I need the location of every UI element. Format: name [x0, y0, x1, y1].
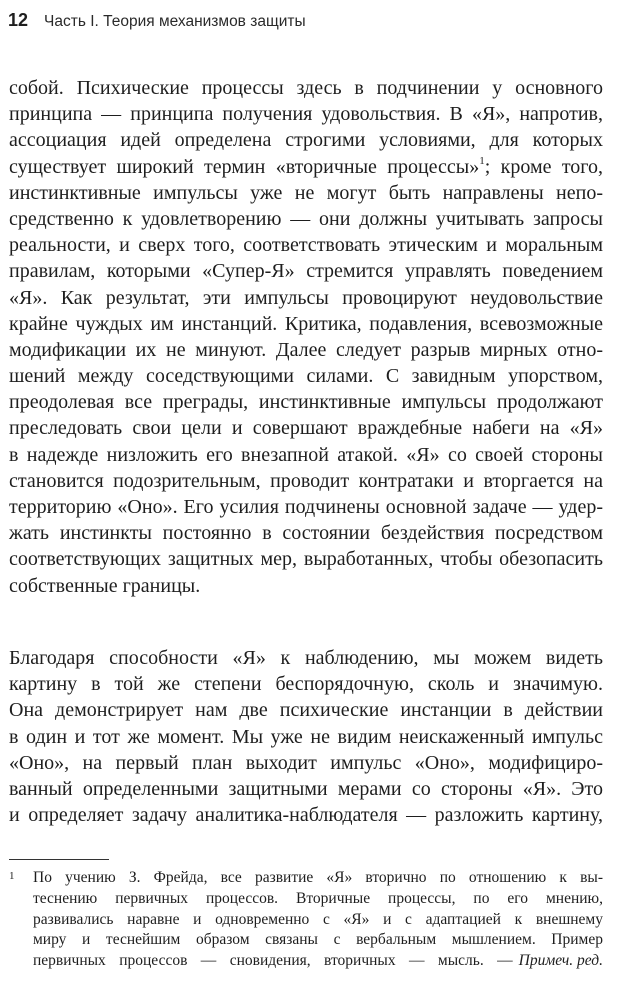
- footnote-line: По учению З. Фрейда, все развитие «Я» вторично по отношению к вы-: [33, 869, 603, 886]
- text-line: преодолевая все преграды, инстинктивные импульсы продолжают: [9, 391, 603, 414]
- running-head: Часть I. Теория механизмов защиты: [44, 13, 306, 30]
- text-segment: ; кроме того,: [484, 155, 604, 178]
- text-line: «Я». Как результат, эти импульсы провоцируют неудовольствие: [9, 286, 603, 309]
- paragraph-1: [9, 75, 603, 599]
- text-line: преследовать свои цели и совершают враждебные набеги на «Я»: [9, 417, 603, 440]
- footnote-line: миру и теснейшим образом связаны с вербальным мышлением. Пример: [33, 931, 603, 949]
- footnote-divider: [9, 859, 109, 860]
- text-line: в один и тот же момент. Мы уже не видим неискаженный импульс: [9, 725, 603, 748]
- text-line: правилам, которыми «Супер-Я» стремится управлять поведением: [9, 260, 603, 283]
- footnote-line: развивались наравне и одновременно с «Я» и с адаптацией к внешнему: [33, 910, 603, 928]
- footnote-line: теснению первичных процессов. Вторичные процессы, по его мнению,: [33, 889, 603, 907]
- text-line: и определяет задачу аналитика-наблюдателя — разложить картину,: [9, 804, 603, 827]
- text-line: средственно к удовлетворению — они должны учитывать запросы: [9, 207, 603, 230]
- editor-note-credit: Примеч. ред.: [518, 952, 603, 970]
- text-line: инстинктивные импульсы уже не могут быть направлены непо-: [9, 181, 603, 204]
- text-line: ассоциация идей определена строгими условиями, для которых: [9, 129, 603, 152]
- footnote: [9, 868, 603, 972]
- text-line: соответствующих защитных мер, выработанных, чтобы обезопасить: [9, 548, 603, 571]
- text-line: Она демонстрирует нам две психические инстанции в действии: [9, 699, 603, 722]
- text-line: модификации их не минуют. Далее следует разрыв мирных отно-: [9, 338, 603, 361]
- text-line: собственные границы.: [9, 574, 201, 597]
- text-line: «Оно», на первый план выходит импульс «Оно», модифициро-: [9, 751, 603, 774]
- text-line: становится подозрительным, проводит контратаки и вторгается на: [9, 469, 603, 492]
- text-line: ванный определенными защитными мерами со стороны «Я». Это: [9, 777, 603, 800]
- footnote-line: первичных процессов — сновидения, вторичных — мысль. —: [33, 952, 513, 970]
- text-line: шений между соседствующими силами. С завидным упорством,: [9, 365, 603, 388]
- footnote-last-line: [9, 951, 603, 972]
- text-line: территорию «Оно». Его усилия подчинены основной задаче — удер-: [9, 496, 603, 518]
- text-line: в надежде низложить его внезапной атакой. «Я» со своей стороны: [9, 443, 603, 466]
- text-line-with-footnote-ref: [9, 154, 603, 180]
- text-line: крайне чуждых им инстанций. Критика, подавления, всевозможные: [9, 312, 603, 335]
- text-line: реальности, и сверх того, соответствовать этическим и моральным: [9, 234, 603, 257]
- footnote-marker: 1: [9, 870, 15, 882]
- text-line: собой. Психические процессы здесь в подчинении у основного: [9, 77, 603, 99]
- text-line: картину в той же степени беспорядочную, сколь и значимую.: [9, 673, 603, 696]
- text-line: жать инстинкты постоянно в состоянии бездействия посредством: [9, 522, 603, 545]
- page-header: [8, 10, 306, 38]
- page-number: 12: [8, 10, 29, 30]
- paragraph-2: [9, 645, 603, 828]
- footnote-first-line: [9, 868, 603, 889]
- text-line: Благодаря способности «Я» к наблюдению, мы можем видеть: [9, 647, 603, 669]
- text-line: принципа — принципа получения удовольствия. В «Я», напротив,: [9, 103, 603, 126]
- text-segment: существует широкий термин «вторичные процессы»: [9, 155, 480, 178]
- footnote-reference[interactable]: 1: [479, 154, 485, 167]
